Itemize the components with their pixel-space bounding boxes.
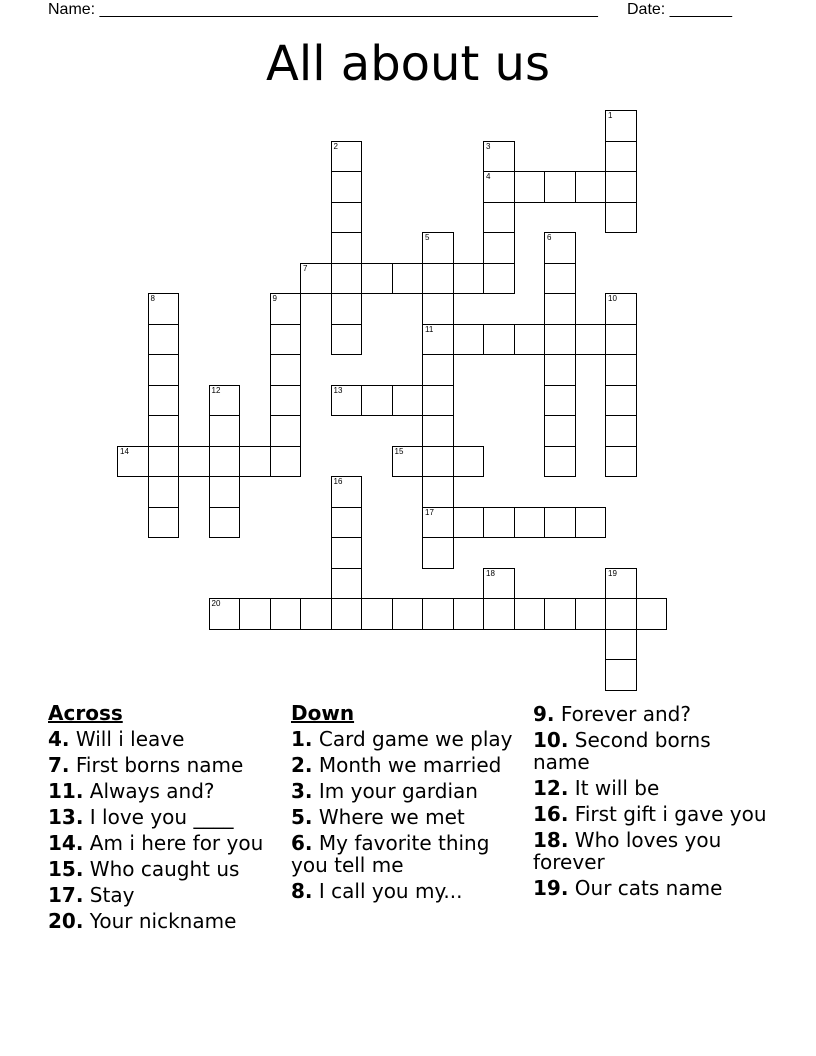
grid-cell[interactable] <box>209 476 241 508</box>
grid-cell[interactable] <box>239 446 271 478</box>
grid-cell[interactable] <box>605 110 637 142</box>
clue-item <box>48 832 283 854</box>
grid-cell[interactable] <box>331 232 363 264</box>
page-title: All about us <box>266 36 550 92</box>
grid-cell[interactable] <box>331 141 363 173</box>
grid-cell[interactable] <box>331 263 363 295</box>
grid-cell[interactable] <box>544 171 576 203</box>
down-heading: Down <box>291 701 355 725</box>
grid-cell[interactable] <box>148 415 180 447</box>
grid-cell[interactable] <box>422 232 454 264</box>
clue-number-label: 6. <box>291 831 313 855</box>
clue-item <box>48 806 283 828</box>
grid-cell[interactable] <box>422 446 454 478</box>
grid-cell[interactable] <box>544 324 576 356</box>
grid-cell[interactable] <box>422 415 454 447</box>
date-field[interactable]: Date: _______ <box>627 1 732 18</box>
clue-item <box>533 877 773 899</box>
grid-cell[interactable] <box>148 293 180 325</box>
grid-cell[interactable] <box>331 537 363 569</box>
grid-cell[interactable] <box>605 446 637 478</box>
grid-cell[interactable] <box>453 263 485 295</box>
grid-cell[interactable] <box>270 415 302 447</box>
clue-text: First gift i gave you <box>568 802 767 826</box>
grid-cell[interactable] <box>605 293 637 325</box>
grid-cell[interactable] <box>392 263 424 295</box>
grid-cell[interactable] <box>422 354 454 386</box>
grid-cell[interactable] <box>605 202 637 234</box>
grid-cell[interactable] <box>483 324 515 356</box>
grid-cell[interactable] <box>331 568 363 600</box>
clue-item <box>48 858 283 880</box>
grid-cell[interactable] <box>605 659 637 691</box>
grid-cell[interactable] <box>331 293 363 325</box>
grid-cell[interactable] <box>605 598 637 630</box>
grid-cell[interactable] <box>544 385 576 417</box>
grid-cell[interactable] <box>483 598 515 630</box>
clue-number-label: 9. <box>533 702 555 726</box>
grid-cell[interactable] <box>544 263 576 295</box>
clue-item <box>48 754 283 776</box>
grid-cell[interactable] <box>148 354 180 386</box>
clue-item <box>533 777 773 799</box>
clue-number-label: 1. <box>291 727 313 751</box>
grid-cell[interactable] <box>331 476 363 508</box>
grid-cell[interactable] <box>544 415 576 447</box>
grid-cell[interactable] <box>270 446 302 478</box>
clue-number-label: 18. <box>533 828 569 852</box>
clue-item <box>291 754 523 776</box>
grid-cell[interactable] <box>514 507 546 539</box>
clue-item <box>291 880 523 902</box>
clue-text: Second borns name <box>533 728 711 774</box>
clue-number: 17 <box>425 507 434 517</box>
grid-cell[interactable] <box>300 598 332 630</box>
grid-cell[interactable] <box>544 598 576 630</box>
clue-text: Who caught us <box>83 857 240 881</box>
grid-cell[interactable] <box>239 598 271 630</box>
grid-cell[interactable] <box>636 598 668 630</box>
grid-cell[interactable] <box>422 263 454 295</box>
grid-cell[interactable] <box>392 598 424 630</box>
clue-item <box>291 728 523 750</box>
grid-cell[interactable] <box>575 598 607 630</box>
grid-cell[interactable] <box>544 354 576 386</box>
grid-cell[interactable] <box>605 415 637 447</box>
grid-cell[interactable] <box>148 324 180 356</box>
grid-cell[interactable] <box>544 293 576 325</box>
grid-cell[interactable] <box>422 476 454 508</box>
grid-cell[interactable] <box>544 507 576 539</box>
grid-cell[interactable] <box>270 354 302 386</box>
clue-number: 13 <box>333 385 343 395</box>
clue-text: It will be <box>568 776 660 800</box>
grid-cell[interactable] <box>148 507 180 539</box>
clue-number-label: 16. <box>533 802 569 826</box>
grid-cell[interactable] <box>514 324 546 356</box>
clue-number: 10 <box>608 294 617 303</box>
grid-cell[interactable] <box>148 385 180 417</box>
grid-cell[interactable] <box>514 598 546 630</box>
clue-number-label: 14. <box>48 831 84 855</box>
clue-item <box>48 910 283 932</box>
clue-number-label: 3. <box>291 779 313 803</box>
clue-number-label: 13. <box>48 805 84 829</box>
clue-number: 15 <box>394 446 404 456</box>
clue-number: 5 <box>425 233 430 242</box>
clue-text: Forever and? <box>554 702 691 726</box>
grid-cell[interactable] <box>422 507 454 539</box>
grid-cell[interactable] <box>422 385 454 417</box>
clue-text: I call you my... <box>312 879 463 903</box>
clue-text: Always and? <box>83 779 215 803</box>
clue-text: I love you ____ <box>83 805 234 829</box>
grid-cell[interactable] <box>483 202 515 234</box>
grid-cell[interactable] <box>605 324 637 356</box>
clue-text: My favorite thing you tell me <box>291 831 490 877</box>
clue-number: 19 <box>608 568 617 578</box>
clue-number-label: 8. <box>291 879 313 903</box>
clue-item <box>291 806 523 828</box>
clue-number: 3 <box>486 141 491 151</box>
clue-number: 2 <box>333 141 338 151</box>
name-field[interactable]: Name: ________________________________________________________ <box>48 1 598 18</box>
across-clues <box>48 702 283 936</box>
clue-number: 18 <box>486 568 495 578</box>
clue-number-label: 12. <box>533 776 569 800</box>
grid-cell[interactable] <box>544 232 576 264</box>
grid-cell[interactable] <box>331 507 363 539</box>
grid-cell[interactable] <box>209 385 241 417</box>
clue-item <box>533 729 773 773</box>
grid-cell[interactable] <box>361 385 393 417</box>
grid-cell[interactable] <box>605 354 637 386</box>
grid-cell[interactable] <box>422 537 454 569</box>
clue-number-label: 11. <box>48 779 84 803</box>
clue-number: 6 <box>547 233 552 242</box>
grid-cell[interactable] <box>605 171 637 203</box>
grid-cell[interactable] <box>270 385 302 417</box>
grid-cell[interactable] <box>483 263 515 295</box>
clue-item <box>291 780 523 802</box>
clue-text: Im your gardian <box>312 779 478 803</box>
clue-number: 12 <box>211 385 221 395</box>
grid-cell[interactable] <box>575 324 607 356</box>
clue-number-label: 20. <box>48 909 84 933</box>
grid-cell[interactable] <box>605 385 637 417</box>
grid-cell[interactable] <box>422 598 454 630</box>
grid-cell[interactable] <box>483 171 515 203</box>
grid-cell[interactable] <box>178 446 210 478</box>
clue-number-label: 7. <box>48 753 70 777</box>
clue-text: Stay <box>83 883 135 907</box>
grid-cell[interactable] <box>453 446 485 478</box>
grid-cell[interactable] <box>209 507 241 539</box>
grid-cell[interactable] <box>209 446 241 478</box>
grid-cell[interactable] <box>544 446 576 478</box>
clue-text: Am i here for you <box>83 831 264 855</box>
clue-number: 7 <box>303 263 308 273</box>
grid-cell[interactable] <box>148 446 180 478</box>
clue-number: 4 <box>486 172 491 181</box>
grid-cell[interactable] <box>605 629 637 661</box>
clue-item <box>533 703 773 725</box>
grid-cell[interactable] <box>331 385 363 417</box>
clue-item <box>533 803 773 825</box>
grid-cell[interactable] <box>605 141 637 173</box>
clue-text: Your nickname <box>83 909 237 933</box>
grid-cell[interactable] <box>453 324 485 356</box>
grid-cell[interactable] <box>148 476 180 508</box>
across-heading: Across <box>48 701 123 725</box>
grid-cell[interactable] <box>422 293 454 325</box>
clue-number-label: 4. <box>48 727 70 751</box>
grid-cell[interactable] <box>392 446 424 478</box>
clue-number-label: 15. <box>48 857 84 881</box>
grid-cell[interactable] <box>575 171 607 203</box>
clue-number: 16 <box>333 477 343 486</box>
clue-text: Month we married <box>312 753 502 777</box>
clue-number-label: 17. <box>48 883 84 907</box>
grid-cell[interactable] <box>483 232 515 264</box>
clue-number-label: 10. <box>533 728 569 752</box>
clue-item <box>48 884 283 906</box>
down-clues <box>291 702 523 906</box>
clue-item <box>48 780 283 802</box>
clue-number-label: 5. <box>291 805 313 829</box>
grid-cell[interactable] <box>483 507 515 539</box>
grid-cell[interactable] <box>331 598 363 630</box>
grid-cell[interactable] <box>270 324 302 356</box>
clue-text: Card game we play <box>312 727 513 751</box>
clue-text: Will i leave <box>69 727 185 751</box>
grid-cell[interactable] <box>117 446 149 478</box>
grid-cell[interactable] <box>483 568 515 600</box>
grid-cell[interactable] <box>483 141 515 173</box>
grid-cell[interactable] <box>209 598 241 630</box>
clue-text: Where we met <box>312 805 465 829</box>
grid-cell[interactable] <box>453 507 485 539</box>
clue-number: 9 <box>272 294 277 303</box>
grid-cell[interactable] <box>514 171 546 203</box>
clue-number: 1 <box>608 111 613 120</box>
clue-text: First borns name <box>69 753 244 777</box>
grid-cell[interactable] <box>270 293 302 325</box>
down-clues-continued <box>533 703 773 903</box>
grid-cell[interactable] <box>605 568 637 600</box>
grid-cell[interactable] <box>270 598 302 630</box>
grid-cell[interactable] <box>331 171 363 203</box>
clue-item <box>48 728 283 750</box>
clue-text: Our cats name <box>568 876 723 900</box>
grid-cell[interactable] <box>300 263 332 295</box>
clue-number-label: 2. <box>291 753 313 777</box>
clue-number-label: 19. <box>533 876 569 900</box>
grid-cell[interactable] <box>453 598 485 630</box>
clue-number: 11 <box>425 324 434 334</box>
grid-cell[interactable] <box>361 263 393 295</box>
grid-cell[interactable] <box>209 415 241 447</box>
clue-number: 20 <box>211 599 221 608</box>
grid-cell[interactable] <box>331 202 363 234</box>
grid-cell[interactable] <box>392 385 424 417</box>
grid-cell[interactable] <box>361 598 393 630</box>
grid-cell[interactable] <box>422 324 454 356</box>
clue-number: 14 <box>120 446 129 456</box>
clue-number: 8 <box>150 294 155 303</box>
grid-cell[interactable] <box>575 507 607 539</box>
clue-item <box>291 832 523 876</box>
clue-item <box>533 829 773 873</box>
clue-text: Who loves you forever <box>533 828 722 874</box>
grid-cell[interactable] <box>331 324 363 356</box>
